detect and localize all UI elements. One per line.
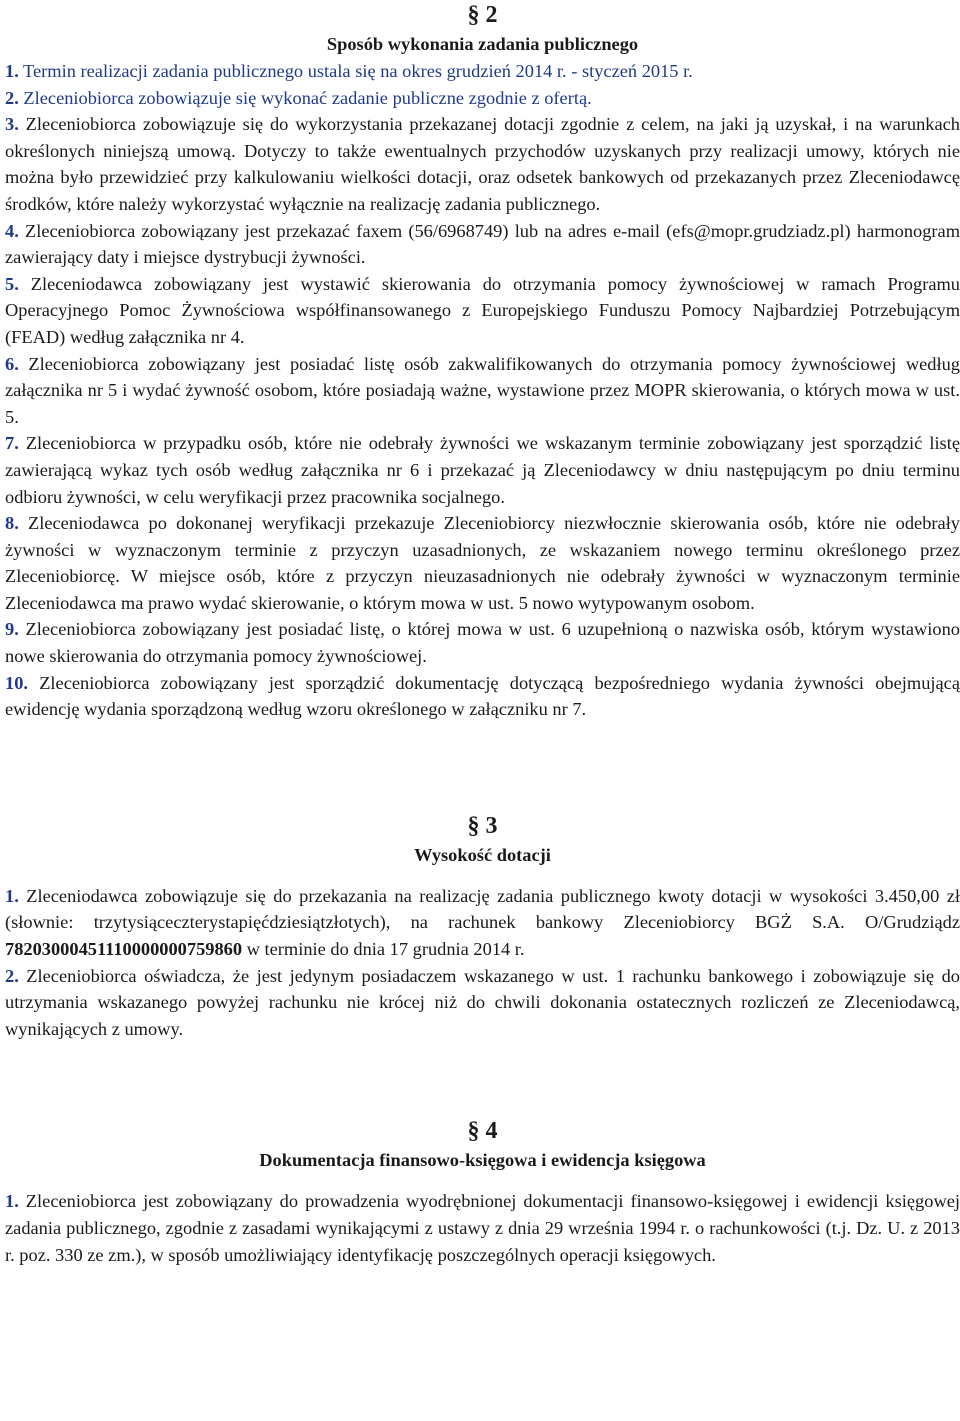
bank-account-number: 78203000451110000000759860 (5, 939, 243, 960)
item-text: w terminie do dnia 17 grudnia 2014 r. (242, 939, 525, 960)
spacer (5, 869, 960, 883)
paragraph-2-1 (5, 58, 960, 85)
item-number: 2. (5, 965, 19, 986)
paragraph-2-4 (5, 218, 960, 271)
paragraph-4-1 (5, 1188, 960, 1268)
item-number: 3. (5, 114, 19, 135)
paragraph-2-8 (5, 510, 960, 616)
item-text: Zleceniobiorca zobowiązany jest przekazać faxem (56/6968749) lub na adres e-mail (efs@mopr.grudziadz.pl) harmonogram zawierający daty i miejsce dystrybucji żywności. (5, 220, 960, 268)
item-text: Zleceniobiorca jest zobowiązany do prowadzenia wyodrębnionej dokumentacji finansowo-księgowej i ewidencji księgowej zadania publicznego, zgodnie z zasadami wynikającymi z ustawy z dnia 29 września 1994 r. o rachunkowości (t.j. Dz. U. z 2013 r. poz. 330 ze zm.), w sposób umożliwiający identyfikację poszczególnych operacji księgowych. (5, 1191, 960, 1265)
paragraph-2-6 (5, 351, 960, 431)
item-text: Termin realizacji zadania publicznego ustala się na okres grudzień 2014 r. - styczeń 2015 r. (18, 61, 693, 81)
section-3-sign: § 3 (467, 812, 498, 839)
section-4-sign: § 4 (467, 1118, 498, 1145)
section-2-sign: § 2 (467, 2, 498, 28)
paragraph-2-9 (5, 616, 960, 669)
item-text: Zleceniobiorca zobowiązuje się wykonać zadanie publiczne zgodnie z ofertą. (18, 87, 592, 108)
item-text: Zleceniobiorca zobowiązany jest sporządzić dokumentację dotyczącą bezpośredniego wydania żywności obejmującą ewidencję wydania sporządzoną według wzoru określonego w załączniku nr 7. (5, 672, 960, 720)
section-2-title: Sposób wykonania zadania publicznego (326, 34, 639, 54)
document-page (5, 0, 960, 1268)
spacer (5, 723, 960, 811)
item-text: Zleceniodawca po dokonanej weryfikacji przekazuje Zleceniobiorcy niezwłocznie skierowania osób, które nie odebrały żywności w wyznaczonym terminie z przyczyn uzasadnionych, ze wskazaniem nowego terminu określonego przez Zleceniobiorcę. W miejsce osób, które z przyczyn nieuzasadnionych nie odebrały żywności w wyznaczonym terminie Zleceniodawca ma prawo wydać skierowanie, o którym mowa w ust. 5 nowo wytypowanym osobom. (5, 513, 960, 613)
item-text: Zleceniodawca zobowiązany jest wystawić skierowania do otrzymania pomocy żywnościowej w ramach Programu Operacyjnego Pomoc Żywnościowa współfinansowanego z Europejskiego Funduszu Pomocy Najbardziej Potrzebującym (FEAD) według załącznika nr 4. (5, 273, 960, 347)
paragraph-2-5 (5, 271, 960, 351)
item-number: 8. (5, 513, 19, 534)
item-number: 1. (5, 1191, 19, 1212)
item-number: 9. (5, 619, 19, 640)
item-number: 6. (5, 353, 19, 374)
item-number: 2. (5, 87, 19, 108)
spacer (5, 1042, 960, 1116)
paragraph-3-1 (5, 883, 960, 963)
item-text: Zleceniodawca zobowiązuje się do przekazania na realizację zadania publicznego kwoty dotacji w wysokości 3.450,00 zł (słownie: trzytysiąceczterystapięćdziesiątzłotych), na rachunek bankowy Zleceniobiorcy BGŻ S.A. O/Grudziądz (5, 885, 960, 933)
item-number: 1. (5, 61, 19, 81)
item-number: 7. (5, 433, 19, 454)
item-text: Zleceniobiorca zobowiązuje się do wykorzystania przekazanej dotacji zgodnie z celem, na jaki ją uzyskał, i na warunkach określonych niniejszą umową. Dotyczy to także ewentualnych przychodów uzyskanych przy realizacji umowy, których nie można było przewidzieć przy kalkulowaniu wielkości dotacji, oraz odsetek bankowych od przekazanych przez Zleceniodawcę środków, które należy wykorzystać wyłącznie na realizację zadania publicznego. (5, 114, 960, 214)
item-text: Zleceniobiorca zobowiązany jest posiadać listę osób zakwalifikowanych do otrzymania pomocy żywnościowej według załącznika nr 5 i wydać żywność osobom, które posiadają ważne, wystawione przez MOPR skierowania, o których mowa w ust. 5. (5, 353, 960, 427)
paragraph-2-3 (5, 111, 960, 217)
section-4-title: Dokumentacja finansowo-księgowa i ewidencja księgowa (259, 1150, 706, 1171)
item-number: 5. (5, 273, 19, 294)
section-3-title: Wysokość dotacji (414, 844, 551, 865)
item-number: 10. (5, 672, 28, 693)
item-number: 1. (5, 885, 19, 906)
item-text: Zleceniobiorca oświadcza, że jest jedynym posiadaczem wskazanego w ust. 1 rachunku bankowego i zobowiązuje się do utrzymania wskazanego powyżej rachunku nie krócej niż do chwili dokonania ostatecznych rozliczeń ze Zleceniodawcą, wynikających z umowy. (5, 965, 960, 1039)
paragraph-2-2 (5, 85, 960, 112)
item-text: Zleceniobiorca zobowiązany jest posiadać listę, o której mowa w ust. 6 uzupełnioną o nazwiska osób, którym wystawiono nowe skierowania do otrzymania pomocy żywnościowej. (5, 619, 960, 667)
item-number: 4. (5, 220, 19, 241)
spacer (5, 1174, 960, 1188)
paragraph-3-2 (5, 963, 960, 1043)
paragraph-2-7 (5, 430, 960, 510)
paragraph-2-10 (5, 670, 960, 723)
item-text: Zleceniobiorca w przypadku osób, które nie odebrały żywności we wskazanym terminie zobowiązany jest sporządzić listę zawierającą wykaz tych osób według załącznika nr 6 i przekazać ją Zleceniodawcy w dniu następującym po dniu terminu odbioru żywności, w celu weryfikacji przez pracownika socjalnego. (5, 433, 960, 507)
